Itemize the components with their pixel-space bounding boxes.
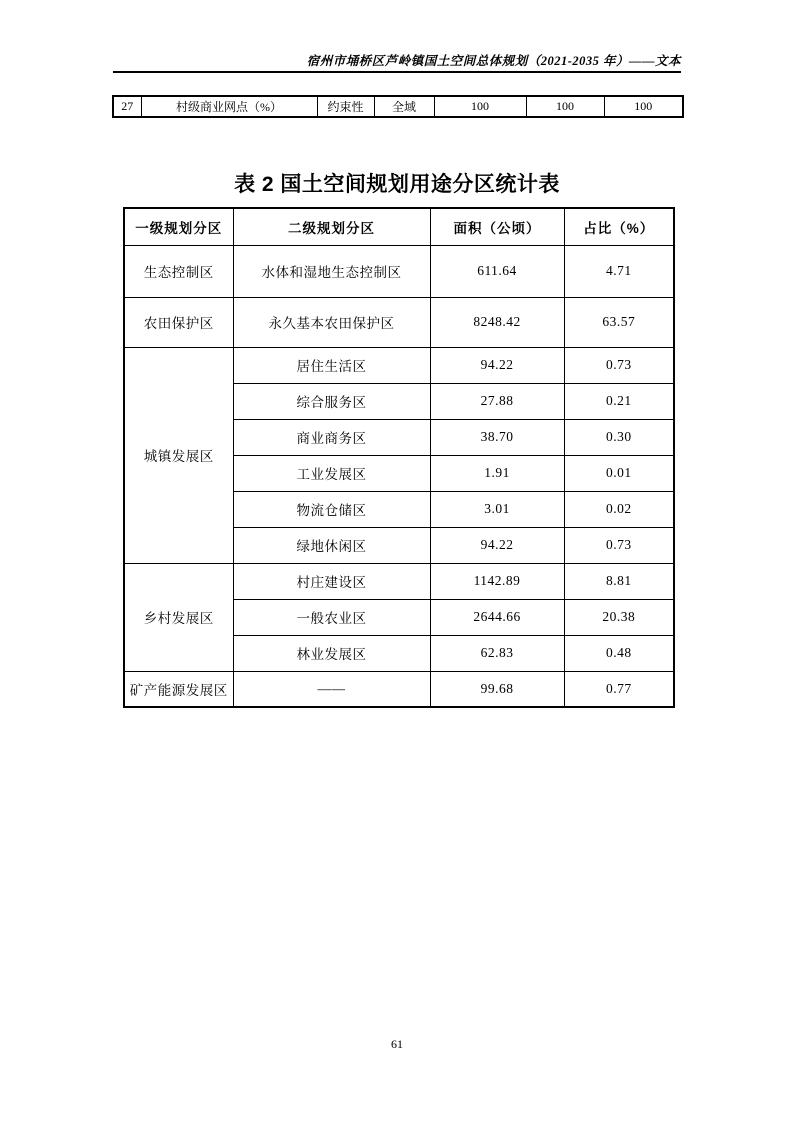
percent-cell: 0.30 [564, 419, 674, 455]
land-use-zoning-table [123, 207, 675, 708]
area-cell: 3.01 [430, 491, 564, 527]
page-number: 61 [391, 1037, 403, 1051]
secondary-zone-cell: 居住生活区 [233, 347, 430, 383]
indicator-value-cell: 100 [434, 96, 526, 117]
area-cell: 99.68 [430, 671, 564, 707]
indicator-value-cell: 100 [604, 96, 683, 117]
area-cell: 38.70 [430, 419, 564, 455]
indicator-name-cell: 村级商业网点（%） [141, 96, 317, 117]
primary-zone-cell: 城镇发展区 [124, 347, 233, 563]
indicators-table-fragment [112, 95, 684, 118]
area-cell: 27.88 [430, 383, 564, 419]
area-cell: 8248.42 [430, 297, 564, 347]
secondary-zone-cell: 林业发展区 [233, 635, 430, 671]
area-cell: 611.64 [430, 245, 564, 297]
area-cell: 2644.66 [430, 599, 564, 635]
primary-zone-cell: 乡村发展区 [124, 563, 233, 671]
secondary-zone-cell: 商业商务区 [233, 419, 430, 455]
header-cell-primary-zone: 一级规划分区 [124, 208, 233, 245]
area-cell: 62.83 [430, 635, 564, 671]
indicator-scope-cell: 全域 [374, 96, 434, 117]
table-caption: 表 2 国土空间规划用途分区统计表 [234, 173, 560, 196]
table-header-row [124, 208, 674, 245]
indicator-row [113, 96, 683, 117]
primary-zone-cell: 矿产能源发展区 [124, 671, 233, 707]
secondary-zone-cell: 绿地休闲区 [233, 527, 430, 563]
table-row [124, 297, 674, 347]
primary-zone-cell: 农田保护区 [124, 297, 233, 347]
table-row [124, 671, 674, 707]
header-cell-secondary-zone: 二级规划分区 [233, 208, 430, 245]
table-row [124, 347, 674, 383]
percent-cell: 8.81 [564, 563, 674, 599]
indicator-type-cell: 约束性 [317, 96, 374, 117]
percent-cell: 63.57 [564, 297, 674, 347]
indicator-number-cell: 27 [113, 96, 141, 117]
percent-cell: 0.01 [564, 455, 674, 491]
percent-cell: 4.71 [564, 245, 674, 297]
area-cell: 94.22 [430, 347, 564, 383]
header-rule [113, 71, 681, 73]
secondary-zone-cell: 村庄建设区 [233, 563, 430, 599]
secondary-zone-cell: 物流仓储区 [233, 491, 430, 527]
primary-zone-cell: 生态控制区 [124, 245, 233, 297]
secondary-zone-cell: 一般农业区 [233, 599, 430, 635]
percent-cell: 0.73 [564, 347, 674, 383]
area-cell: 94.22 [430, 527, 564, 563]
table-row [124, 563, 674, 599]
percent-cell: 0.48 [564, 635, 674, 671]
header-cell-area: 面积（公顷） [430, 208, 564, 245]
percent-cell: 0.02 [564, 491, 674, 527]
percent-cell: 20.38 [564, 599, 674, 635]
table-row [124, 245, 674, 297]
header-running-title: 宿州市埇桥区芦岭镇国土空间总体规划（2021-2035 年）——文本 [306, 54, 681, 68]
header-cell-percent: 占比（%） [564, 208, 674, 245]
indicator-value-cell: 100 [526, 96, 604, 117]
secondary-zone-cell: —— [233, 671, 430, 707]
percent-cell: 0.73 [564, 527, 674, 563]
percent-cell: 0.77 [564, 671, 674, 707]
percent-cell: 0.21 [564, 383, 674, 419]
secondary-zone-cell: 综合服务区 [233, 383, 430, 419]
area-cell: 1.91 [430, 455, 564, 491]
secondary-zone-cell: 工业发展区 [233, 455, 430, 491]
secondary-zone-cell: 水体和湿地生态控制区 [233, 245, 430, 297]
secondary-zone-cell: 永久基本农田保护区 [233, 297, 430, 347]
area-cell: 1142.89 [430, 563, 564, 599]
